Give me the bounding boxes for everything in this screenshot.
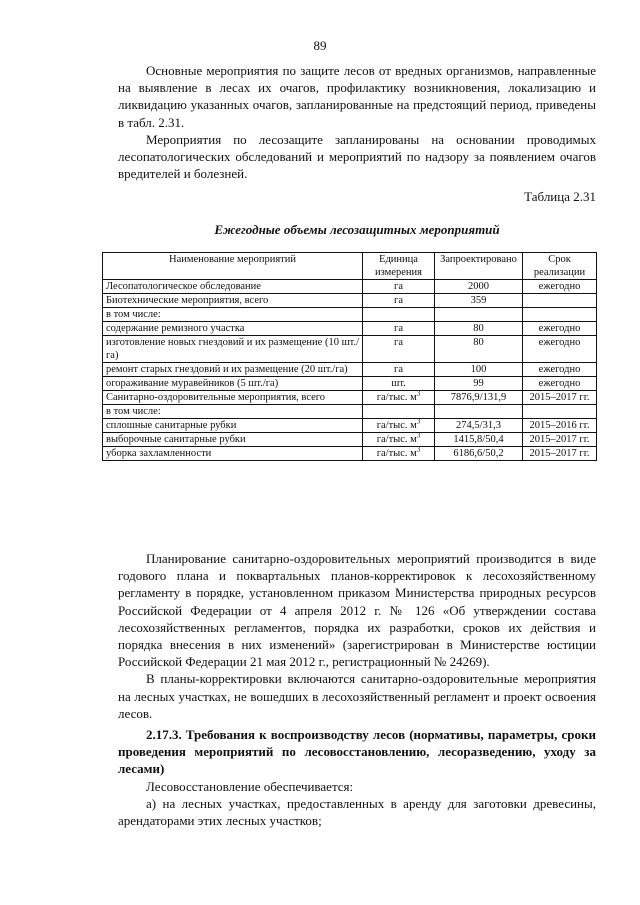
section-paragraph-1: Лесовосстановление обеспечивается: xyxy=(146,779,354,794)
cell-name: Лесопатологическое обследование xyxy=(103,280,363,294)
cell-unit-text: га/тыс. м xyxy=(376,392,417,403)
table-row xyxy=(103,336,597,363)
section-heading-block xyxy=(118,726,596,778)
cell-term xyxy=(523,308,597,322)
cell-name: ремонт старых гнездовий и их размещение (20 шт./га) xyxy=(103,363,363,377)
after-paragraph-2: В планы-корректировки включаются санитарно-оздоровительные мероприятия на лесных участках, не вошедших в лесохозяйственный регламент и проект освоения лесов. xyxy=(118,671,596,721)
cell-name: содержание ремизного участка xyxy=(103,322,363,336)
header-unit: Единица измерения xyxy=(363,253,435,280)
cell-unit-text: га xyxy=(394,364,403,375)
cell-term: ежегодно xyxy=(523,377,597,391)
cell-unit-superscript: 3 xyxy=(416,389,421,398)
cell-unit-text: га/тыс. м xyxy=(376,420,417,431)
cell-unit-text: га xyxy=(394,323,403,334)
cell-value: 274,5/31,3 xyxy=(435,419,523,433)
cell-value: 80 xyxy=(435,336,523,363)
cell-term: 2015–2016 гг. xyxy=(523,419,597,433)
table-header-row xyxy=(103,253,597,280)
cell-name: уборка захламленности xyxy=(103,447,363,461)
intro-text xyxy=(118,62,596,182)
cell-name: в том числе: xyxy=(103,308,363,322)
cell-unit-superscript: 3 xyxy=(416,445,421,454)
cell-unit xyxy=(363,391,435,405)
section-text xyxy=(118,778,596,830)
table-row xyxy=(103,433,597,447)
cell-unit-text: га xyxy=(394,337,403,348)
table-row xyxy=(103,280,597,294)
cell-value: 2000 xyxy=(435,280,523,294)
table-row xyxy=(103,405,597,419)
cell-name: выборочные санитарные рубки xyxy=(103,433,363,447)
cell-value: 80 xyxy=(435,322,523,336)
header-term: Срок реализации xyxy=(523,253,597,280)
cell-unit xyxy=(363,308,435,322)
cell-term: 2015–2017 гг. xyxy=(523,447,597,461)
cell-unit-text: га xyxy=(394,281,403,292)
header-name: Наименование мероприятий xyxy=(103,253,363,280)
cell-term xyxy=(523,405,597,419)
cell-name: огораживание муравейников (5 шт./га) xyxy=(103,377,363,391)
cell-unit xyxy=(363,280,435,294)
cell-unit-superscript: 3 xyxy=(416,417,421,426)
cell-value xyxy=(435,405,523,419)
cell-unit xyxy=(363,336,435,363)
cell-unit xyxy=(363,405,435,419)
table-row xyxy=(103,391,597,405)
cell-term xyxy=(523,294,597,308)
table-body xyxy=(103,280,597,461)
cell-value: 7876,9/131,9 xyxy=(435,391,523,405)
cell-term: ежегодно xyxy=(523,280,597,294)
cell-value: 99 xyxy=(435,377,523,391)
cell-unit xyxy=(363,363,435,377)
cell-unit-superscript: 3 xyxy=(416,431,421,440)
cell-name: сплошные санитарные рубки xyxy=(103,419,363,433)
after-paragraph-1: Планирование санитарно-оздоровительных мероприятий производится в виде годового плана и поквартальных планов-корректировок к лесохозяйственному регламенту в порядке, установленном приказом Министерства природных ресурсов Российской Федерации от 4 апреля 2012 г. № 126 «Об утверждении состава лесохозяйственных регламентов, порядка их разработки, сроков их действия и порядка внесения в них изменений» (зарегистрирован в Министерстве юстиции Российской Федерации 21 мая 2012 г., регистрационный № 24269). xyxy=(118,551,596,670)
cell-term: ежегодно xyxy=(523,336,597,363)
cell-value: 6186,6/50,2 xyxy=(435,447,523,461)
table-row xyxy=(103,294,597,308)
table-row xyxy=(103,322,597,336)
cell-value xyxy=(435,308,523,322)
cell-unit-text: га/тыс. м xyxy=(376,434,417,445)
cell-value: 359 xyxy=(435,294,523,308)
section-paragraph-2: а) на лесных участках, предоставленных в аренду для заготовки древесины, арендаторами этих лесных участков; xyxy=(118,796,596,829)
cell-unit xyxy=(363,377,435,391)
cell-unit xyxy=(363,433,435,447)
table-label: Таблица 2.31 xyxy=(524,189,596,204)
table-row xyxy=(103,377,597,391)
page-number: 89 xyxy=(313,38,327,53)
cell-name: Биотехнические мероприятия, всего xyxy=(103,294,363,308)
cell-unit-text: га/тыс. м xyxy=(376,448,417,459)
table-row xyxy=(103,308,597,322)
table-row xyxy=(103,363,597,377)
header-value: Запроектировано xyxy=(435,253,523,280)
cell-term: 2015–2017 гг. xyxy=(523,433,597,447)
cell-unit-text: га xyxy=(394,295,403,306)
cell-name: в том числе: xyxy=(103,405,363,419)
cell-term: 2015–2017 гг. xyxy=(523,391,597,405)
cell-value: 1415,8/50,4 xyxy=(435,433,523,447)
cell-unit xyxy=(363,447,435,461)
section-heading: 2.17.3. Требования к воспроизводству лесов (нормативы, параметры, сроки проведения мероприятий по лесовосстановлению, лесоразведению, уходу за лесами) xyxy=(118,727,596,777)
measures-table xyxy=(102,252,597,461)
cell-term: ежегодно xyxy=(523,322,597,336)
intro-paragraph-1: Основные мероприятия по защите лесов от вредных организмов, направленные на выявление в лесах их очагов, профилактику возникновения, локализацию и ликвидацию указанных очагов, запланированные на предстоящий период, приведены в табл. 2.31. xyxy=(118,63,596,130)
cell-name: изготовление новых гнездовий и их размещение (10 шт./га) xyxy=(103,336,363,363)
cell-unit xyxy=(363,419,435,433)
intro-paragraph-2: Мероприятия по лесозащите запланированы на основании проводимых лесопатологических обследований и мероприятий по надзору за появлением очагов вредителей и болезней. xyxy=(118,131,596,182)
table-title: Ежегодные объемы лесозащитных мероприятий xyxy=(214,222,500,237)
table-row xyxy=(103,419,597,433)
cell-unit-text: шт. xyxy=(391,378,406,389)
cell-unit xyxy=(363,294,435,308)
cell-unit xyxy=(363,322,435,336)
cell-name: Санитарно-оздоровительные мероприятия, всего xyxy=(103,391,363,405)
after-table-text xyxy=(118,550,596,722)
cell-term: ежегодно xyxy=(523,363,597,377)
table-row xyxy=(103,447,597,461)
cell-value: 100 xyxy=(435,363,523,377)
